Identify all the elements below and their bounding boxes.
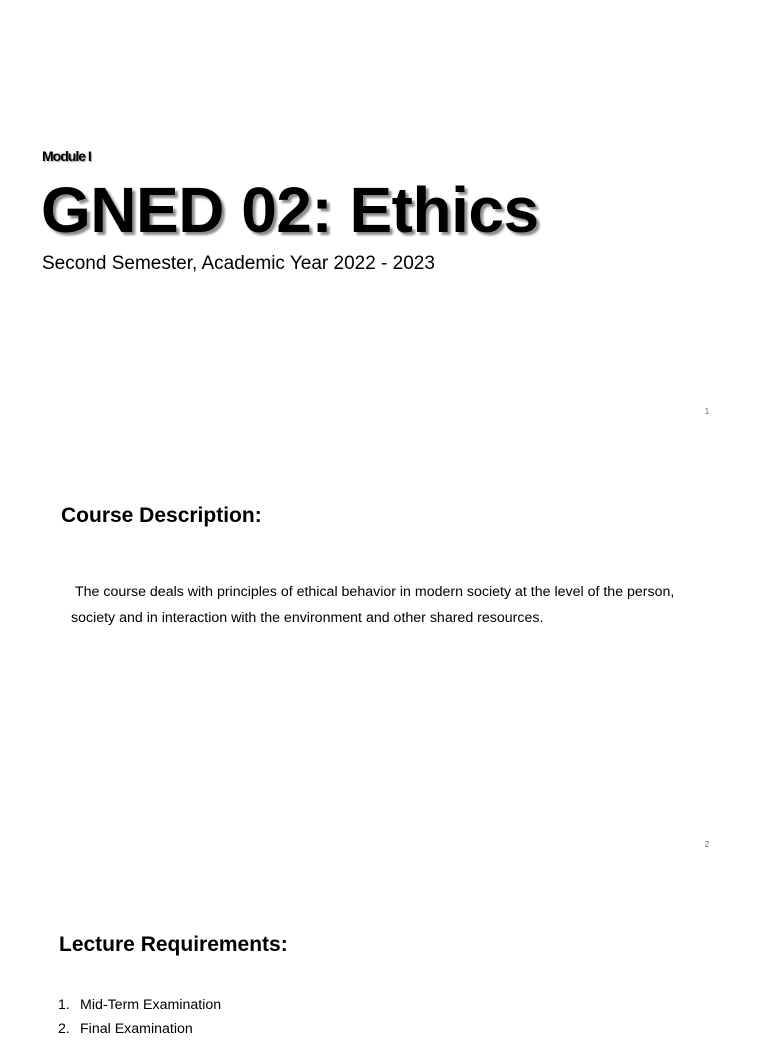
semester-subtitle: Second Semester, Academic Year 2022 - 2023 (42, 253, 435, 274)
section-heading: Course Description: (61, 504, 262, 527)
list-item-number: 2. (58, 1021, 70, 1037)
list-item-label: Mid-Term Examination (80, 997, 222, 1013)
course-description-slide (0, 433, 768, 866)
requirements-list (58, 993, 221, 1041)
list-item (58, 1017, 221, 1041)
course-title: GNED 02: Ethics (41, 174, 539, 246)
page-number: 2 (704, 840, 710, 849)
list-item (58, 993, 221, 1017)
page-number: 1 (704, 407, 710, 416)
lecture-requirements-slide (0, 866, 768, 1037)
list-item-number: 1. (58, 997, 70, 1013)
course-description-text: The course deals with principles of ethical behavior in modern society at the level of the person, society and in interaction with the environment and other shared resources. (71, 584, 675, 626)
list-item-label: Final Examination (80, 1021, 193, 1037)
module-label: Module I (42, 148, 91, 164)
title-slide (0, 0, 768, 433)
section-heading: Lecture Requirements: (59, 933, 288, 956)
